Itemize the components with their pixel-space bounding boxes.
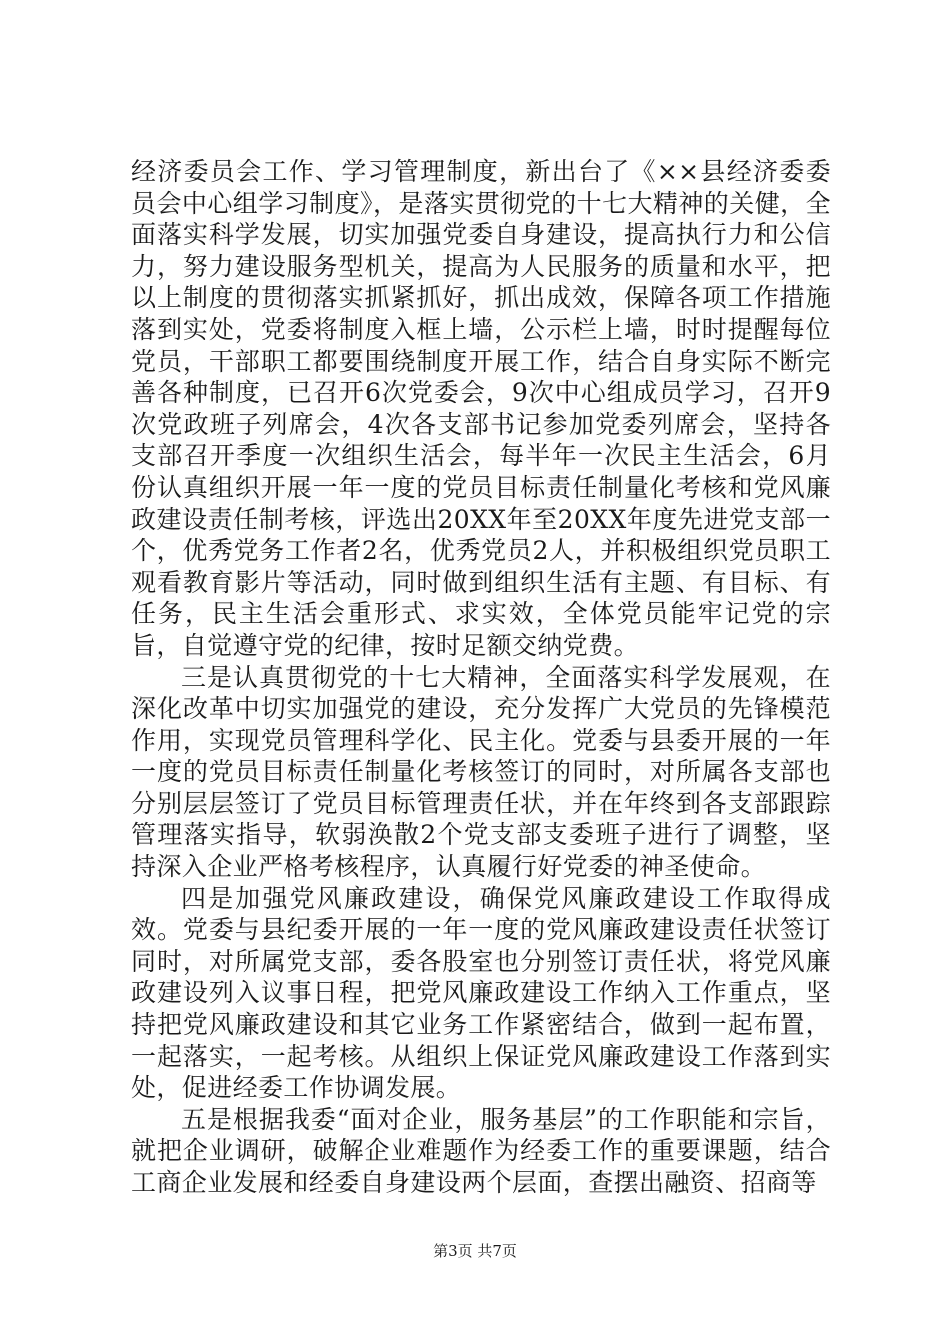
paragraph-2: 三是认真贯彻党的十七大精神，全面落实科学发展观，在深化改革中切实加强党的建设，充分发挥广大党员的先锋模范作用，实现党员管理科学化、民主化。党委与县委开展的一年一度的党员目标责任制量化考核签订的同时，对所属各支部也分别层层签订了党员目标管理责任状，并在年终到各支部跟踪管理落实指导，软弱涣散2个党支部支委班子进行了调整，坚持深入企业严格考核程序，认真履行好党委的神圣使命。: [131, 662, 831, 882]
document-body: [131, 156, 831, 1199]
paragraph-4: 五是根据我委“面对企业，服务基层”的工作职能和宗旨，就把企业调研，破解企业难题作为经委工作的重要课题，结合工商企业发展和经委自身建设两个层面，查摆出融资、招商等: [131, 1104, 831, 1197]
paragraph-1: 经济委员会工作、学习管理制度，新出台了《××县经济委委员会中心组学习制度》，是落实贯彻党的十七大精神的关健，全面落实科学发展，切实加强党委自身建设，提高执行力和公信力，努力建设服务型机关，提高为人民服务的质量和水平，把以上制度的贯彻落实抓紧抓好，抓出成效，保障各项工作措施落到实处，党委将制度入框上墙，公示栏上墙，时时提醒每位党员，干部职工都要围绕制度开展工作，结合自身实际不断完善各种制度，已召开6次党委会，9次中心组成员学习，召开9次党政班子列席会，4次各支部书记参加党委列席会，坚持各支部召开季度一次组织生活会，每半年一次民主生活会，6月份认真组织开展一年一度的党员目标责任制量化考核和党风廉政建设责任制考核，评选出20XX年至20XX年度先进党支部一个，优秀党务工作者2名，优秀党员2人，并积极组织党员职工观看教育影片等活动，同时做到组织生活有主题、有目标、有任务，民主生活会重形式、求实效，全体党员能牢记党的宗旨，自觉遵守党的纪律，按时足额交纳党费。: [131, 157, 831, 660]
paragraph-3: 四是加强党风廉政建设，确保党风廉政建设工作取得成效。党委与县纪委开展的一年一度的党风廉政建设责任状签订同时，对所属党支部，委各股室也分别签订责任状，将党风廉政建设列入议事日程，把党风廉政建设工作纳入工作重点，坚持把党风廉政建设和其它业务工作紧密结合，做到一起布置，一起落实，一起考核。从组织上保证党风廉政建设工作落到实处，促进经委工作协调发展。: [131, 883, 831, 1103]
page-number-footer: 第3页 共7页: [433, 1242, 517, 1260]
